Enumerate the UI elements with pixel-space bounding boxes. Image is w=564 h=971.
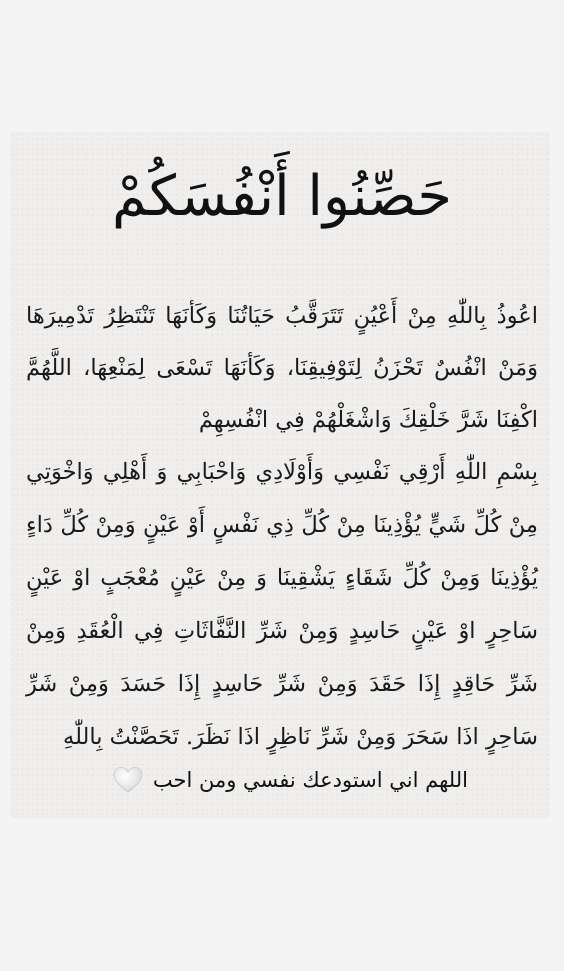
prayer-paragraph-2: بِسْمِ اللّٰهِ أَرْقِي نَفْسِي وَأَوْلَادِي وَاحْبَابِي وَ أَهْلِي وَاخْوَتِي مِنْ كُلِّ شَيٍّ يُؤْذِينَا مِنْ كُلِّ ذِي نَفْسٍ أَوْ عَيْنٍ وَمِنْ كُلِّ دَاءٍ يُؤْذِينَا وَمِنْ كُلِّ شَقَاءٍ يَشْقِينَا وَ مِنْ عَيْنٍ مُعْجَبٍ اوْ عَيْنٍ سَاحِرٍ اوْ عَيْنٍ حَاسِدٍ وَمِنْ شَرِّ النَّفَّاثَاتِ فِي الْعُقَدِ وَمِنْ شَرِّ حَاقِدٍ إِذَا حَقَدَ وَمِنْ شَرِّ حَاسِدٍ إِذَا حَسَدَ وَمِنْ شَرِّ سَاحِرٍ اذَا سَحَرَ وَمِنْ شَرِّ نَاظِرٍ اذَا نَظَرَ. تَحَصَّنْتُ بِاللّٰهِ [26,459,538,750]
prayer-paragraph-1: اعُوذُ بِاللّٰهِ مِنْ أَعْيُنٍ تَتَرَقَّبُ حَيَاتُنَا وَكَأنَهَا تَنْتَظِرُ تَدْمِيرَهَا وَمَنْ انْفُسٌ تَحْزَنُ لِتَوْفِيقِنَا، وَكَأنَهَا تَسْعَى لِمَنْعِهَا، اللَّهُمَّ اكْفِنَا شَرَّ خَلْقِكَ وَاشْغَلْهُمْ فِي انْفُسِهِمْ [26,303,538,433]
footer-line [113,762,468,798]
page-title: حَصِّنُوا أَنْفُسَكُمْ [112,164,452,229]
footer-text: اللهم اني استودعك نفسي ومن احب [152,768,468,792]
white-heart-icon [113,766,143,794]
